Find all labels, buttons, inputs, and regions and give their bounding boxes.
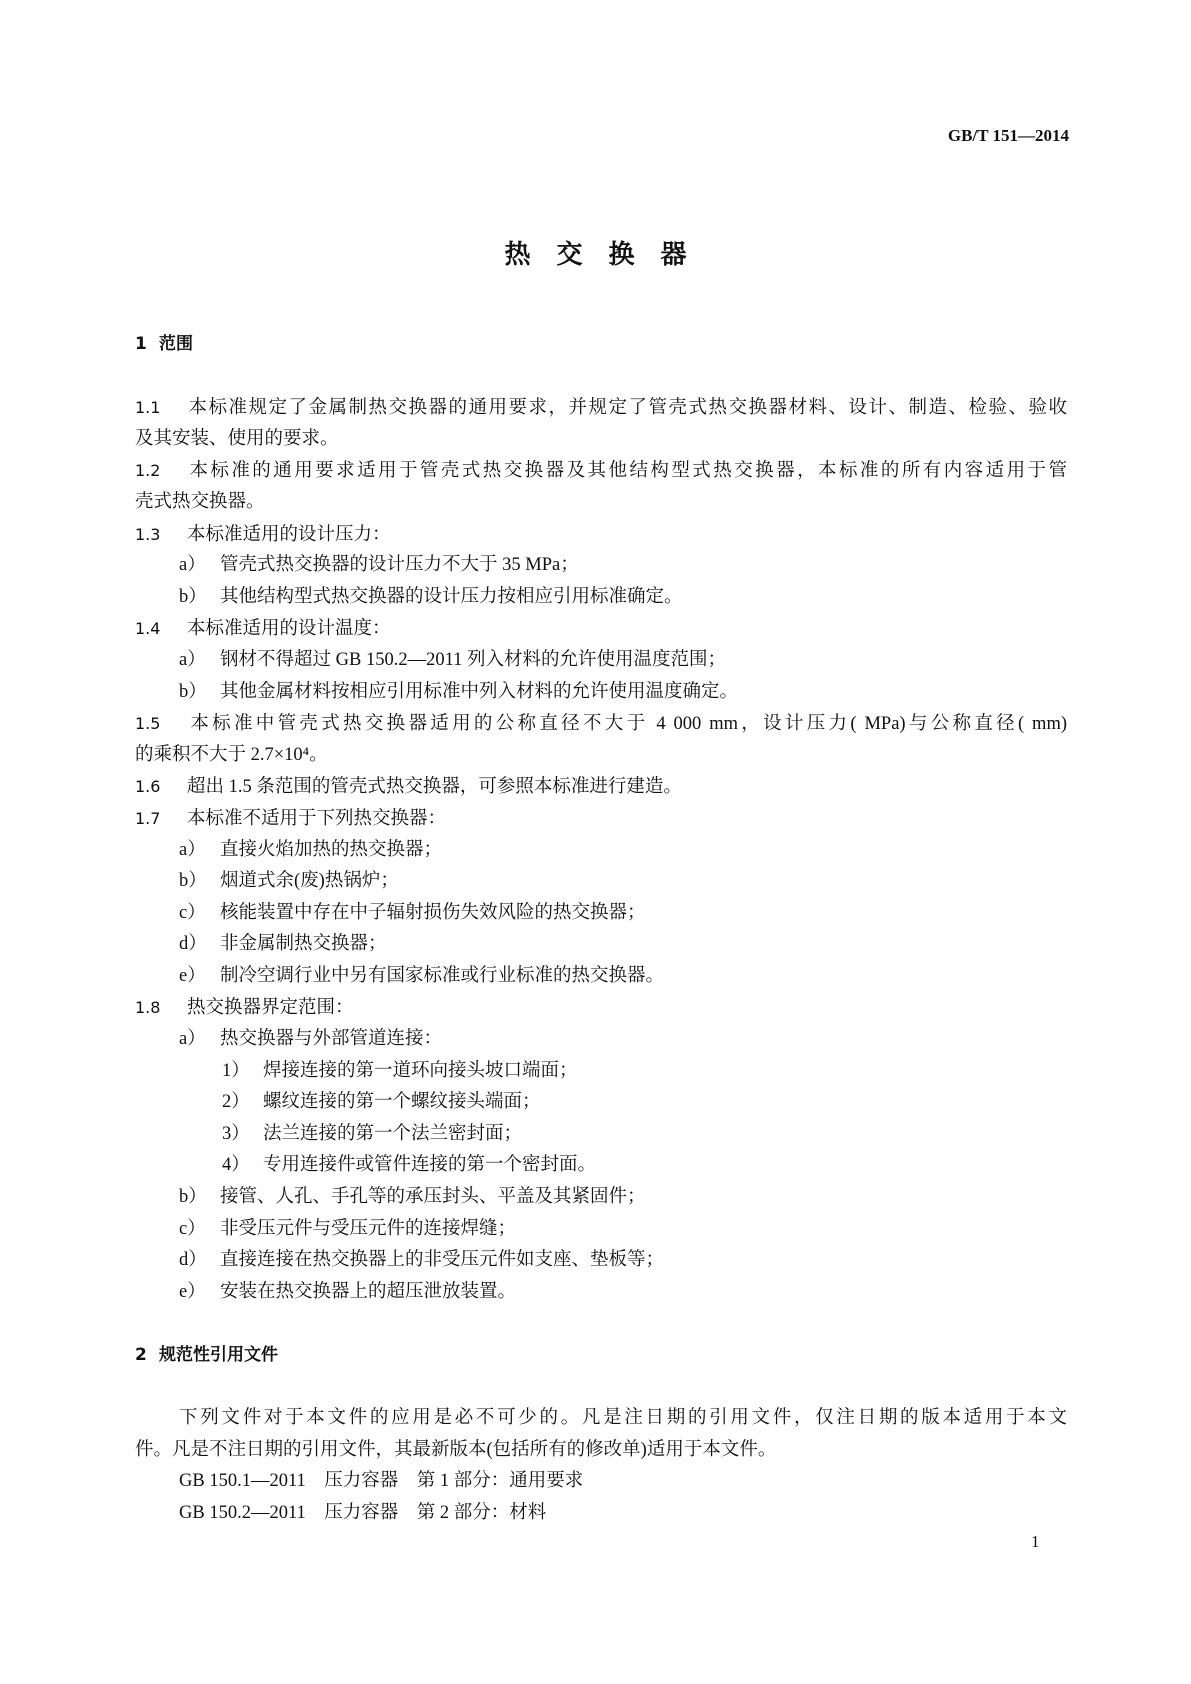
line-text: 专用连接件或管件连接的第一个密封面。 (263, 1155, 597, 1176)
line-text: 非受压元件与受压元件的连接焊缝； (220, 1218, 517, 1239)
section-heading (135, 329, 1067, 361)
clause-continuation (135, 740, 1067, 772)
clause-number: 2 (135, 1345, 147, 1365)
list-item (135, 1277, 1067, 1309)
list-label: 4） (222, 1155, 250, 1176)
paragraph-line (135, 1498, 1067, 1530)
list-item (135, 898, 1067, 930)
list-label: a） (179, 1029, 206, 1050)
sub-list-item (135, 1150, 1067, 1182)
list-label: c） (179, 1218, 206, 1239)
line-text: 本标准的通用要求适用于管壳式热交换器及其他结构型式热交换器，本标准的所有内容适用于管 (187, 461, 1067, 482)
list-label: 3） (222, 1123, 250, 1144)
line-text: 安装在热交换器上的超压泄放装置。 (220, 1281, 517, 1302)
line-text: 螺纹连接的第一个螺纹接头端面； (263, 1092, 541, 1113)
clause (135, 455, 1067, 487)
clause (135, 803, 1067, 835)
standard-code: GB/T 151—2014 (947, 126, 1069, 145)
line-text: 本标准适用的设计压力： (187, 524, 391, 545)
list-label: a） (179, 555, 206, 576)
line-text: 核能装置中存在中子辐射损伤失效风险的热交换器； (220, 902, 646, 923)
sub-list-item (135, 1119, 1067, 1151)
clause (135, 771, 1067, 803)
clause-number: 1 (135, 334, 147, 354)
spacer (135, 361, 1067, 393)
line-text: 件。凡是不注日期的引用文件，其最新版本(包括所有的修改单)适用于本文件。 (135, 1439, 777, 1460)
line-text: 本标准适用的设计温度： (187, 619, 391, 640)
document-body (135, 329, 1067, 1530)
clause-number: 1.6 (135, 777, 161, 797)
list-item (135, 1214, 1067, 1246)
clause (135, 613, 1067, 645)
paragraph-line (135, 1403, 1067, 1435)
list-label: c） (179, 902, 206, 923)
list-label: a） (179, 839, 206, 860)
list-label: b） (179, 1187, 207, 1208)
line-text: 本标准不适用于下列热交换器： (187, 808, 447, 829)
line-text: 法兰连接的第一个法兰密封面； (263, 1123, 523, 1144)
list-label: a） (179, 649, 206, 670)
clause-number: 1.7 (135, 808, 161, 828)
line-text: 壳式热交换器。 (135, 491, 265, 512)
line-text: 管壳式热交换器的设计压力不大于 35 MPa； (220, 555, 579, 576)
list-item (135, 582, 1067, 614)
clause-number: 1.4 (135, 619, 161, 639)
line-text: 其他金属材料按相应引用标准中列入材料的允许使用温度确定。 (220, 681, 739, 702)
line-text: 直接火焰加热的热交换器； (220, 839, 443, 860)
list-item (135, 677, 1067, 709)
line-text: 下列文件对于本文件的应用是必不可少的。凡是注日期的引用文件，仅注日期的版本适用于本文 (179, 1408, 1067, 1429)
list-label: d） (179, 1250, 207, 1271)
clause (135, 992, 1067, 1024)
line-text: 本标准规定了金属制热交换器的通用要求，并规定了管壳式热交换器材料、设计、制造、检验、验收 (187, 398, 1067, 419)
paragraph-line (135, 1466, 1067, 1498)
list-item (135, 929, 1067, 961)
list-label: b） (179, 681, 207, 702)
line-text: 钢材不得超过 GB 150.2—2011 列入材料的允许使用温度范围； (220, 649, 727, 670)
line-text: 制冷空调行业中另有国家标准或行业标准的热交换器。 (220, 965, 665, 986)
clause-number: 1.8 (135, 998, 161, 1018)
list-label: e） (179, 965, 206, 986)
line-text: 及其安装、使用的要求。 (135, 428, 339, 449)
line-text: 热交换器与外部管道连接： (220, 1029, 443, 1050)
document-title: 热交换器 (504, 240, 713, 270)
spacer (135, 1308, 1067, 1340)
list-item (135, 1024, 1067, 1056)
clause (135, 708, 1067, 740)
sub-list-item (135, 1087, 1067, 1119)
page-number: 1 (1031, 1532, 1040, 1551)
clause-continuation (135, 487, 1067, 519)
section-heading (135, 1340, 1067, 1372)
clause (135, 519, 1067, 551)
list-item (135, 866, 1067, 898)
line-text: 本标准中管壳式热交换器适用的公称直径不大于 4 000 mm，设计压力( MPa)与公称直径( mm) (187, 714, 1067, 735)
clause-continuation (135, 1435, 1067, 1467)
sub-list-item (135, 1056, 1067, 1088)
clause-number: 1.5 (135, 714, 161, 734)
clause-continuation (135, 424, 1067, 456)
list-label: b） (179, 871, 207, 892)
list-item (135, 550, 1067, 582)
list-item (135, 1182, 1067, 1214)
list-item (135, 1245, 1067, 1277)
clause-number: 1.1 (135, 398, 161, 418)
list-label: 1） (222, 1060, 250, 1081)
list-item (135, 835, 1067, 867)
line-text: 的乘积不大于 2.7×10⁴。 (135, 744, 328, 765)
line-text: GB 150.1—2011 压力容器 第 1 部分：通用要求 (179, 1471, 584, 1492)
clause-number: 1.3 (135, 524, 161, 544)
list-label: e） (179, 1281, 206, 1302)
line-text: 超出 1.5 条范围的管壳式热交换器，可参照本标准进行建造。 (187, 777, 682, 798)
line-text: 规范性引用文件 (159, 1345, 278, 1365)
line-text: 焊接连接的第一道环向接头坡口端面； (263, 1060, 578, 1081)
line-text: 接管、人孔、手孔等的承压封头、平盖及其紧固件； (220, 1187, 646, 1208)
line-text: 热交换器界定范围： (187, 998, 354, 1019)
spacer (135, 1372, 1067, 1404)
line-text: 直接连接在热交换器上的非受压元件如支座、垫板等； (220, 1250, 665, 1271)
line-text: 范围 (159, 334, 193, 354)
list-label: d） (179, 934, 207, 955)
clause (135, 392, 1067, 424)
line-text: GB 150.2—2011 压力容器 第 2 部分：材料 (179, 1502, 547, 1523)
list-item (135, 645, 1067, 677)
line-text: 非金属制热交换器； (220, 934, 387, 955)
line-text: 烟道式余(废)热锅炉； (220, 871, 399, 892)
clause-number: 1.2 (135, 461, 161, 481)
list-label: 2） (222, 1092, 250, 1113)
line-text: 其他结构型式热交换器的设计压力按相应引用标准确定。 (220, 586, 683, 607)
list-label: b） (179, 586, 207, 607)
list-item (135, 961, 1067, 993)
